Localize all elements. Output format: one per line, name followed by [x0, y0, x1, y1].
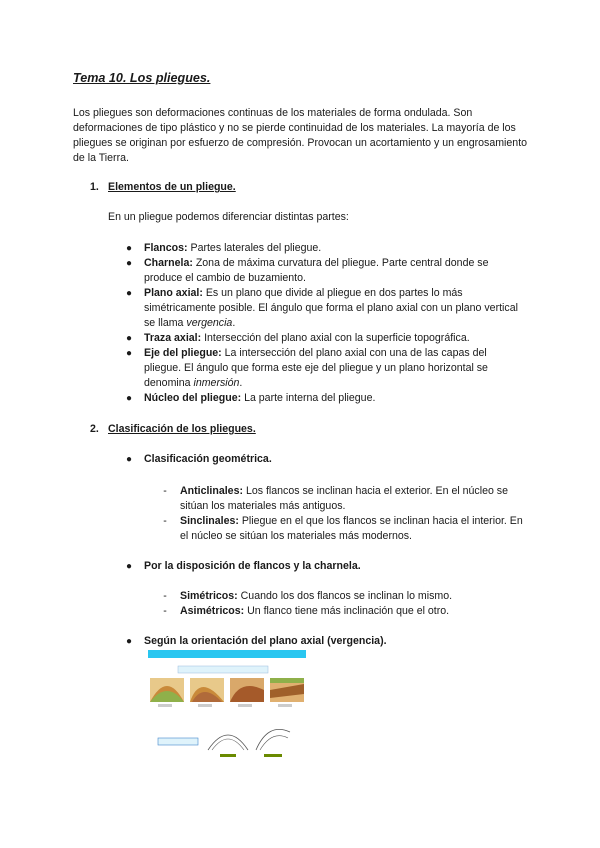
list-item — [144, 346, 524, 391]
list-item — [144, 391, 524, 406]
definition: Los flancos se inclinan hacia el exterior. En el núcleo se sitúan los materiales más antiguos. — [180, 485, 508, 512]
emphasis: vergencia — [186, 317, 233, 329]
list-item — [144, 241, 524, 256]
section-1-lead: En un pliegue podemos diferenciar distintas partes: — [108, 211, 349, 223]
section-2-title: Clasificación de los pliegues. — [108, 423, 256, 435]
fold-types-figure — [148, 650, 308, 765]
term: Asimétricos: — [180, 605, 245, 617]
list-item — [180, 604, 530, 619]
term: Traza axial: — [144, 332, 202, 344]
recumbent-block-icon — [270, 678, 304, 702]
definition: La intersección del plano axial con una de las capas del pliegue. El ángulo que forma este eje del pliegue y un plano horizontal se denomina — [144, 347, 488, 389]
definition: Cuando los dos flancos se inclinan lo mismo. — [237, 590, 453, 602]
section-1-heading — [90, 180, 236, 195]
bullet-icon: ● — [125, 561, 133, 572]
dash-icon: - — [163, 605, 167, 617]
bullet-icon: ● — [125, 243, 133, 254]
dash-icon: - — [163, 485, 167, 497]
definition: Un flanco tiene más inclinación que el otro. — [244, 605, 450, 617]
term: Simétricos: — [180, 590, 238, 602]
definition: Intersección del plano axial con la superficie topográfica. — [201, 332, 470, 344]
section-1-number: 1. — [90, 181, 99, 193]
emphasis: inmersión — [193, 377, 240, 389]
overturned-block-icon — [230, 678, 264, 702]
dash-icon: - — [163, 515, 167, 527]
dash-icon: - — [163, 590, 167, 602]
definition: Zona de máxima curvatura del pliegue. Parte central donde se produce el cambio de buzamiento. — [144, 257, 489, 284]
symmetric-fold-sketch-icon — [208, 735, 248, 750]
punctuation: . — [239, 377, 243, 389]
bullet-icon: ● — [125, 333, 133, 344]
section-2-number: 2. — [90, 423, 99, 435]
term: Flancos: — [144, 242, 188, 254]
disp-heading: Por la disposición de flancos y la charnela. — [144, 560, 361, 572]
section-2-heading — [90, 422, 256, 437]
anticline-block-icon — [150, 678, 184, 702]
list-item — [144, 331, 524, 346]
definition: Pliegue en el que los flancos se inclinan hacia el interior. En el núcleo se sitúan los materiales más modernos. — [180, 515, 523, 542]
term: Sinclinales: — [180, 515, 239, 527]
definition: Partes laterales del pliegue. — [187, 242, 322, 254]
figure-banner — [148, 650, 306, 658]
bullet-icon: ● — [125, 348, 133, 359]
term: Núcleo del pliegue: — [144, 392, 242, 404]
list-item — [180, 589, 530, 604]
bullet-icon: ● — [125, 636, 133, 647]
list-item — [180, 514, 530, 544]
geo-heading: Clasificación geométrica. — [144, 453, 272, 465]
definition: La parte interna del pliegue. — [241, 392, 376, 404]
list-item — [144, 286, 524, 331]
bullet-icon: ● — [125, 258, 133, 269]
list-item — [144, 256, 524, 286]
intro-paragraph: Los pliegues son deformaciones continuas de los materiales de forma ondulada. Son deformaciones de tipo plástico y no se pierde continuidad de los materiales. La mayoría de los pliegues se originan por esfuerzo de compresión. Provocan un acortamiento y un engrosamiento de la Tierra. — [73, 107, 528, 164]
figure-subbanner — [178, 666, 268, 673]
bullet-icon: ● — [125, 454, 133, 465]
definition: Es un plano que divide al pliegue en dos partes lo más simétricamente posible. El ángulo que forma el plano axial con un plano vertical se llama — [144, 287, 518, 329]
figure-label-box — [158, 738, 198, 745]
term: Eje del pliegue: — [144, 347, 222, 359]
section-1-title: Elementos de un pliegue. — [108, 181, 236, 193]
term: Plano axial: — [144, 287, 203, 299]
asymmetric-fold-sketch-icon — [256, 729, 290, 750]
bullet-icon: ● — [125, 393, 133, 404]
term: Anticlinales: — [180, 485, 243, 497]
asymmetric-block-icon — [190, 678, 224, 702]
page-title: Tema 10. Los pliegues. — [73, 71, 211, 85]
list-item — [180, 484, 530, 514]
orient-heading: Según la orientación del plano axial (vergencia). — [144, 635, 387, 647]
term: Charnela: — [144, 257, 193, 269]
punctuation: . — [232, 317, 236, 329]
bullet-icon: ● — [125, 288, 133, 299]
